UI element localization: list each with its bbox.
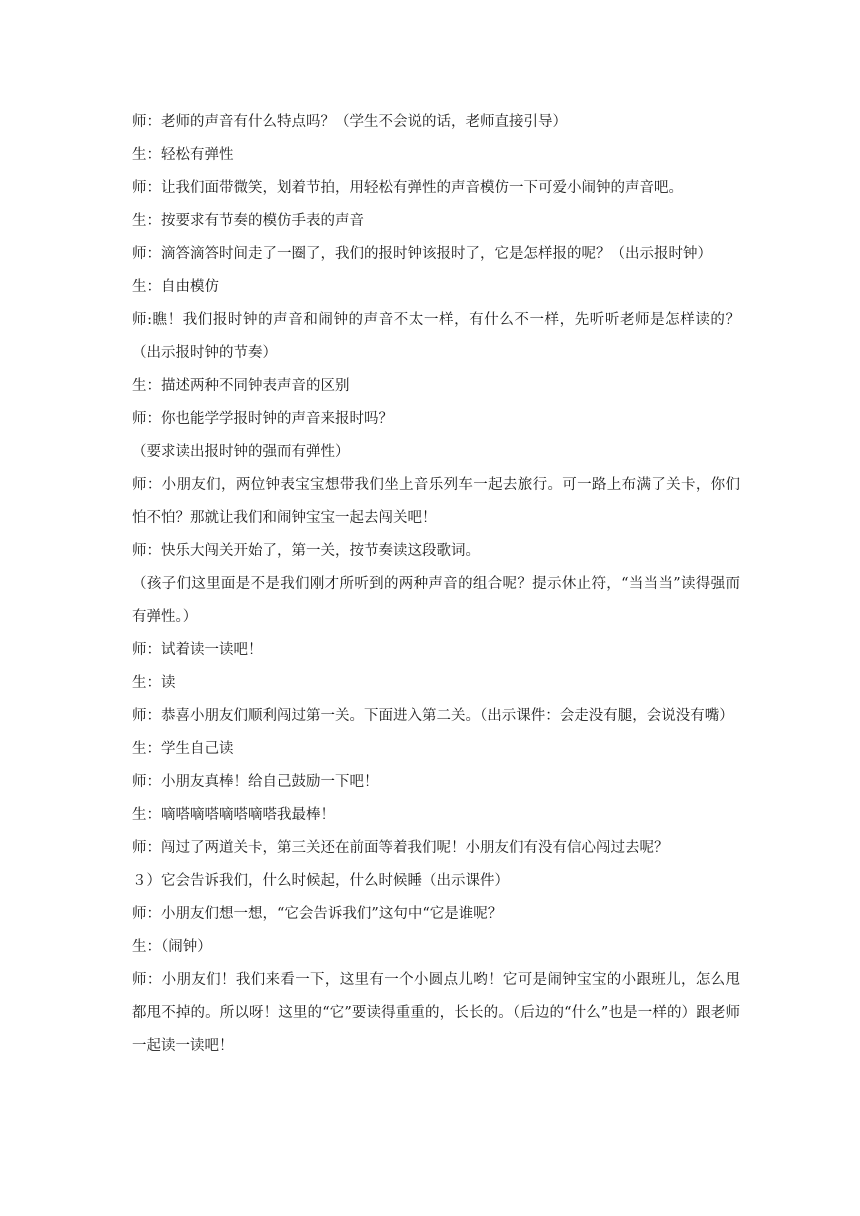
paragraph: 师：小朋友真棒！给自己鼓励一下吧！ xyxy=(132,774,379,790)
paragraph: 生：轻松有弹性 xyxy=(132,147,234,163)
paragraph: 生：读 xyxy=(132,675,176,691)
paragraph: 师：老师的声音有什么特点吗？（学生不会说的话，老师直接引导） xyxy=(132,114,567,130)
paragraph: 师：闯过了两道关卡，第三关还在前面等着我们呢！小朋友们有没有信心闯过去呢？ xyxy=(132,840,669,856)
paragraph: 师：滴答滴答时间走了一圈了，我们的报时钟该报时了，它是怎样报的呢？（出示报时钟） xyxy=(132,246,712,262)
document-body xyxy=(132,106,740,1063)
paragraph: 师：你也能学学报时钟的声音来报时吗？ xyxy=(132,411,393,427)
paragraph: 师：小朋友们，两位钟表宝宝想带我们坐上音乐列车一起去旅行。可一路上布满了关卡，你们怕不怕？那就让我们和闹钟宝宝一起去闯关吧！ xyxy=(132,477,740,526)
paragraph: 师：小朋友们想一想，“它会告诉我们”这句中“它是谁呢？ xyxy=(132,906,503,922)
paragraph: 生：（闹钟） xyxy=(132,939,212,955)
paragraph: ３）它会告诉我们，什么时候起，什么时候睡（出示课件） xyxy=(132,873,509,889)
paragraph: 师：恭喜小朋友们顺利闯过第一关。下面进入第二关。（出示课件：会走没有腿，会说没有嘴） xyxy=(132,708,734,724)
paragraph: 师：让我们面带微笑，划着节拍，用轻松有弹性的声音模仿一下可爱小闹钟的声音吧。 xyxy=(132,180,683,196)
paragraph: 师：试着读一读吧！ xyxy=(132,642,263,658)
paragraph: 师:瞧！我们报时钟的声音和闹钟的声音不太一样，有什么不一样，先听听老师是怎样读的？（出示报时钟的节奏） xyxy=(132,312,740,361)
paragraph: 师：快乐大闯关开始了，第一关，按节奏读这段歌词。 xyxy=(132,543,480,559)
paragraph: 生：自由模仿 xyxy=(132,279,219,295)
paragraph: 生：学生自己读 xyxy=(132,741,234,757)
paragraph: 生：嘀嗒嘀嗒嘀嗒嘀嗒我最棒！ xyxy=(132,807,335,823)
paragraph: 师：小朋友们！我们来看一下，这里有一个小圆点儿哟！它可是闹钟宝宝的小跟班儿，怎么甩都甩不掉的。所以呀！这里的“它”要读得重重的，长长的。（后边的“什么”也是一样的）跟老师一起读一读吧！ xyxy=(132,972,740,1054)
paragraph: 生：按要求有节奏的模仿手表的声音 xyxy=(132,213,364,229)
paragraph: （要求读出报时钟的强而有弹性） xyxy=(132,444,350,460)
paragraph: （孩子们这里面是不是我们刚才所听到的两种声音的组合呢？提示休止符，“当当当”读得强而有弹性。） xyxy=(132,576,740,625)
paragraph: 生：描述两种不同钟表声音的区别 xyxy=(132,378,350,394)
